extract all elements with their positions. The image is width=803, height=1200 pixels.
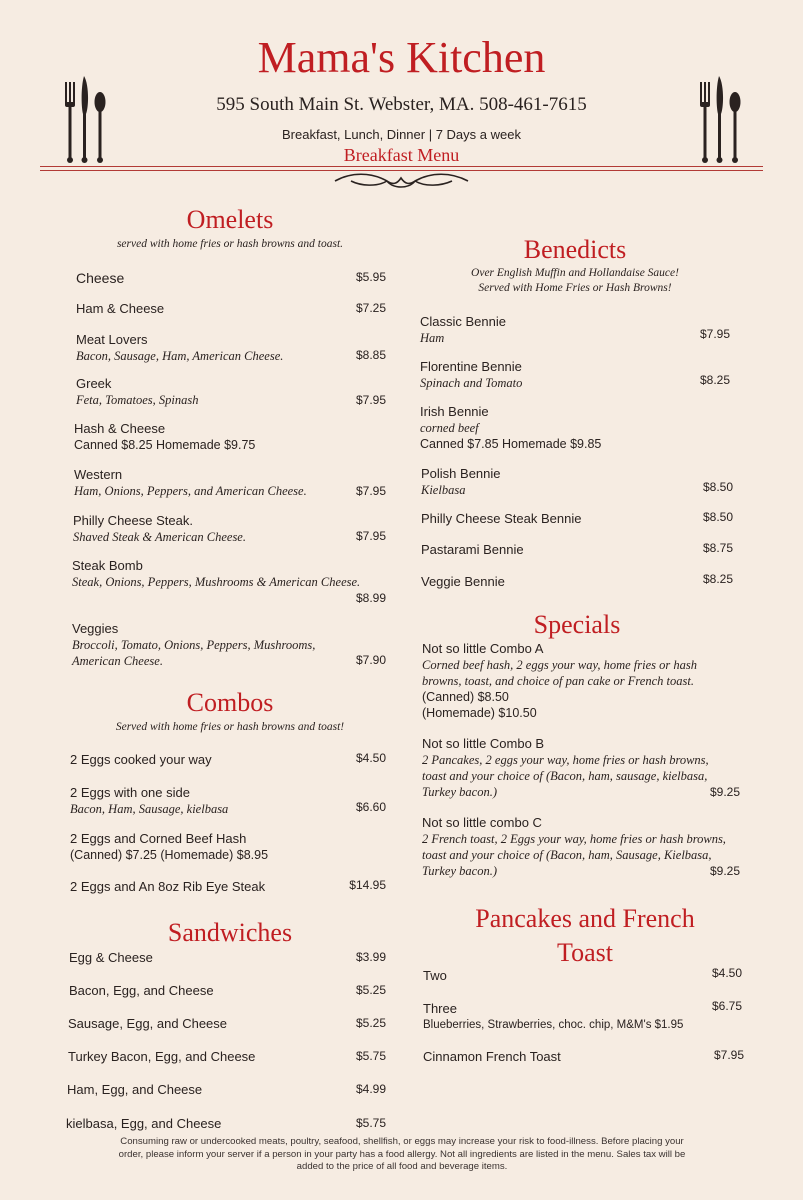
menu-item: 2 Eggs and Corned Beef Hash (Canned) $7.25 (Homemade) $8.95 (70, 831, 269, 862)
menu-item: Cinnamon French Toast (423, 1049, 561, 1064)
menu-item: Not so little Combo A Corned beef hash, 2 eggs your way, home fries or hash browns, toast, and choice of pan cake or French toast. (Canned) $8.50 (Homemade) $10.50 (422, 641, 697, 720)
menu-item: Meat Lovers Bacon, Sausage, Ham, American Cheese. (76, 332, 284, 363)
item-price: $9.25 (709, 785, 740, 799)
restaurant-address: 595 South Main St. Webster, MA. 508-461-7615 (216, 94, 587, 115)
menu-item: Hash & Cheese Canned $8.25 Homemade $9.75 (74, 421, 256, 452)
item-price: $9.25 (709, 864, 740, 878)
item-price: $8.50 (702, 510, 733, 524)
menu-item: Bacon, Egg, and Cheese (69, 983, 214, 998)
item-price: $7.95 (355, 484, 386, 498)
header-divider (40, 166, 763, 167)
menu-item: Polish Bennie Kielbasa (421, 466, 501, 497)
item-price: $6.60 (355, 800, 386, 814)
item-price: $7.95 (713, 1048, 744, 1062)
menu-item: Turkey Bacon, Egg, and Cheese (68, 1049, 256, 1064)
item-price: $8.25 (702, 572, 733, 586)
item-price: $8.25 (699, 373, 730, 387)
menu-item: Western Ham, Onions, Peppers, and American Cheese. (74, 467, 307, 498)
menu-item: Ham & Cheese (76, 301, 165, 316)
menu-item: Philly Cheese Steak. Shaved Steak & American Cheese. (73, 513, 246, 544)
item-price: $8.50 (702, 480, 733, 494)
item-price: $3.99 (355, 950, 386, 964)
menu-item: Not so little combo C 2 French toast, 2 Eggs your way, home fries or hash browns, toast and your choice of (Bacon, ham, Sausage, Kielbasa, Turkey bacon.) (422, 815, 726, 878)
omelets-title: Omelets (186, 205, 274, 234)
menu-item: 2 Eggs cooked your way (70, 752, 212, 767)
menu-item: Pastarami Bennie (421, 542, 524, 557)
item-price: $4.99 (355, 1082, 386, 1096)
item-price: $7.95 (699, 327, 730, 341)
restaurant-title: Mama's Kitchen (257, 33, 546, 82)
omelets-subtitle: served with home fries or hash browns and toast. (116, 238, 344, 250)
item-price: $14.95 (349, 878, 386, 892)
menu-item: Veggie Bennie (421, 574, 505, 589)
item-price: $5.25 (355, 1016, 386, 1030)
benedicts-subtitle: Over English Muffin and Hollandaise Sauce! Served with Home Fries or Hash Browns! (471, 267, 679, 294)
item-price: $7.90 (355, 653, 386, 667)
menu-item: Cheese (76, 270, 125, 286)
menu-item: Ham, Egg, and Cheese (67, 1082, 203, 1097)
menu-name: Breakfast Menu (343, 145, 460, 165)
menu-item: Florentine Bennie Spinach and Tomato (420, 359, 523, 390)
menu-item: Sausage, Egg, and Cheese (68, 1016, 228, 1031)
item-price: $5.75 (355, 1116, 386, 1130)
menu-item: Egg & Cheese (69, 950, 153, 965)
item-price: $6.75 (711, 999, 742, 1013)
item-price: $4.50 (355, 751, 386, 765)
benedicts-title: Benedicts (523, 235, 627, 264)
specials-title: Specials (533, 610, 621, 639)
menu-item: 2 Eggs and An 8oz Rib Eye Steak (70, 879, 266, 894)
menu-item: Philly Cheese Steak Bennie (421, 511, 582, 526)
item-price: $5.95 (355, 270, 386, 284)
item-price: $7.95 (355, 529, 386, 543)
allergy-disclaimer: Consuming raw or undercooked meats, poultry, seafood, shellfish, or eggs may increase your risk to food-illness. Before placing your order, please inform your server if a person in your party has a food allergy. Not all ingredients are listed in the menu. Sales tax will be added to the price of all food and beverage items. (118, 1136, 686, 1172)
menu-item: Not so little Combo B 2 Pancakes, 2 eggs your way, home fries or hash browns, toast and your choice of (Bacon, ham, sausage, kielbasa, Turkey bacon.) (422, 736, 709, 799)
menu-item: Greek Feta, Tomatoes, Spinash (76, 376, 199, 407)
menu-item: kielbasa, Egg, and Cheese (66, 1116, 222, 1131)
item-price: $8.75 (702, 541, 733, 555)
menu-item: 2 Eggs with one side Bacon, Ham, Sausage, kielbasa (70, 785, 229, 816)
menu-item: Steak Bomb Steak, Onions, Peppers, Mushrooms & American Cheese. (72, 558, 361, 589)
item-price: $7.25 (355, 301, 386, 315)
item-price: $5.75 (355, 1049, 386, 1063)
menu-item: Irish Bennie corned beef Canned $7.85 Homemade $9.85 (420, 404, 602, 451)
menu-item: Two (423, 968, 447, 983)
sandwiches-title: Sandwiches (167, 918, 293, 947)
item-price: $5.25 (355, 983, 386, 997)
combos-subtitle: Served with home fries or hash browns and toast! (115, 721, 345, 733)
flourish-icon (331, 170, 472, 192)
item-price: $7.95 (355, 393, 386, 407)
menu-item: Classic Bennie Ham (420, 314, 506, 345)
pancakes-title: Pancakes and French Toast (475, 904, 695, 967)
item-price: $8.85 (355, 348, 386, 362)
item-price: $8.99 (355, 591, 386, 605)
menu-item: Veggies Broccoli, Tomato, Onions, Peppers, Mushrooms, American Cheese. (72, 621, 316, 668)
item-price: $4.50 (711, 966, 742, 980)
restaurant-hours: Breakfast, Lunch, Dinner | 7 Days a week (282, 127, 521, 142)
combos-title: Combos (186, 688, 274, 717)
menu-item: Three Blueberries, Strawberries, choc. chip, M&M's $1.95 (423, 1001, 684, 1031)
